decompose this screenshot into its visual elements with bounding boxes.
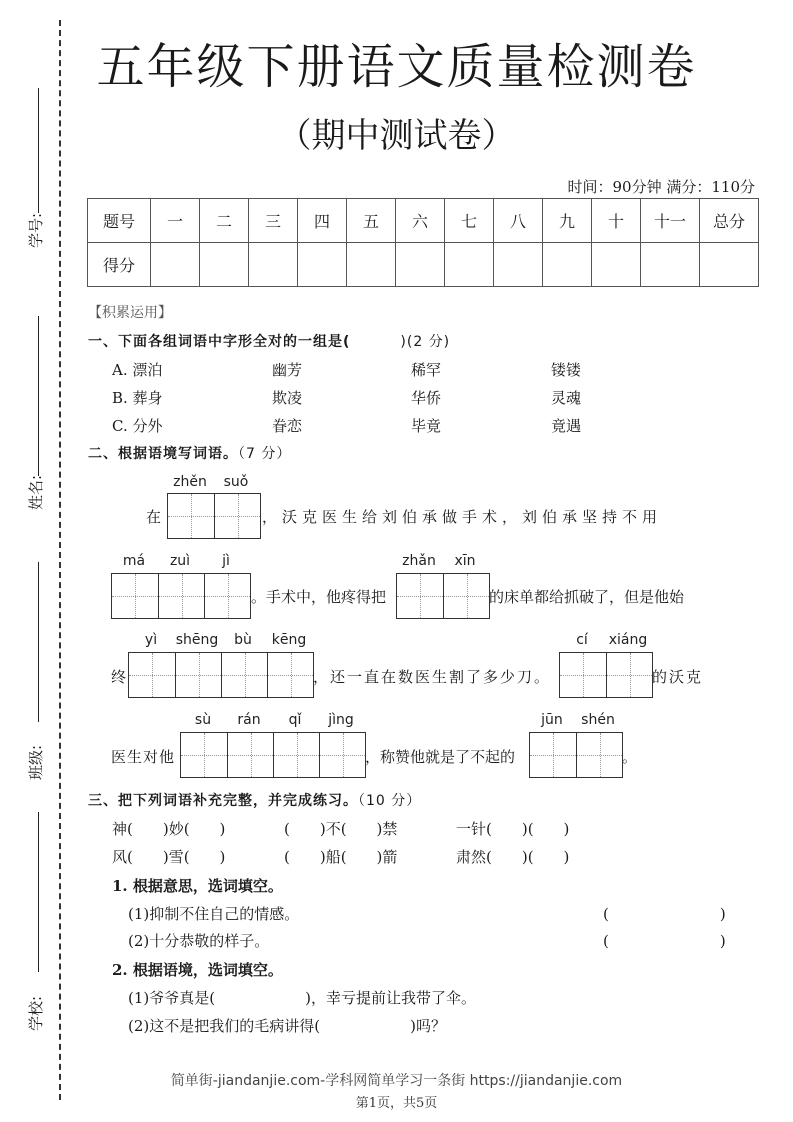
q2-line4-prefix: 医生对他 [111,748,176,766]
q3-sub1-title-text: 1. 根据意思，选词填空。 [112,877,283,895]
q1-heading [88,331,450,351]
q2-line1-text: ，沃克医生给刘伯承做手术，刘伯承坚持不用 [262,508,663,526]
tianzige-mazuiji[interactable] [111,573,251,619]
score-cell[interactable] [592,243,641,287]
binding-cut-line [59,20,61,1100]
option-label: B. 葬身 [112,389,163,407]
pinyin: shén [581,712,615,728]
pinyin: xiáng [608,632,648,648]
q3-heading-text: 三、把下列词语补充完整，并完成练习。 [88,793,358,809]
q3-sub1-title [112,875,283,896]
tianzige-suranqijing[interactable] [180,732,366,778]
score-cell[interactable] [298,243,347,287]
option-word: 华侨 [411,389,442,407]
idiom-blank-chuanjian[interactable]: ( )船( )箭 [284,848,398,866]
pinyin: bù [234,632,252,648]
q2-line3-text: ，还一直在数医生割了多少刀。 [313,668,552,686]
col-header: 七 [445,199,494,243]
option-word: 竟遇 [551,417,582,435]
q3-sub2-item2[interactable]: (2)这不是把我们的毛病讲得( )吗？ [128,1017,446,1035]
option-label: C. 分外 [112,417,163,435]
total-score-cell[interactable] [700,243,759,287]
score-cell[interactable] [543,243,592,287]
q3-sub1-item2: (2)十分恭敬的样子。 [128,932,270,950]
pinyin: kēng [271,632,307,648]
class-underline[interactable] [38,562,39,722]
score-cell[interactable] [200,243,249,287]
option-word: 灵魂 [551,389,582,407]
pinyin: má [122,553,146,569]
option-word: 镂镂 [551,361,582,379]
tianzige-junshen[interactable] [529,732,623,778]
pinyin: suǒ [223,474,249,490]
q2-line1-prefix: 在 [146,508,162,526]
score-cell[interactable] [249,243,298,287]
q3-sub2-title-text: 2. 根据语境，选词填空。 [112,961,283,979]
q2-line2-text: 。手术中，他疼得把 [251,588,387,606]
idiom-blank-suran[interactable]: 肃然( )( ) [456,848,570,866]
col-header: 六 [396,199,445,243]
tianzige-zhanxin[interactable] [396,573,490,619]
score-cell[interactable] [396,243,445,287]
q1-heading-text: 一、下面各组词语中字形全对的一组是( [88,334,351,350]
student-id-label: 学号: [27,212,46,249]
watermark-footer: 简单街-jiandanjie.com-学科网简单学习一条街 https://jiandanjie.com [170,1073,623,1089]
q3-sub2-title [112,959,283,980]
score-cell[interactable] [445,243,494,287]
col-header: 总分 [700,199,759,243]
q3-sub1-item1-blank[interactable]: ( ) [603,905,732,923]
option-word: 毕竟 [411,417,442,435]
pinyin: zuì [169,553,191,569]
score-cell[interactable] [641,243,700,287]
idiom-blank-fengxue[interactable]: 风( )雪( ) [112,848,226,866]
q3-heading [88,790,421,810]
pinyin: zhěn [173,474,207,490]
q2-line4-text-end: 。 [622,748,638,766]
q2-line3-text-end: 的沃克 [652,668,704,686]
section-tag: 【积累运用】 [88,305,172,321]
q2-points: （7 分） [238,446,292,462]
pinyin: cí [576,632,588,648]
pinyin: yì [144,632,158,648]
col-header: 十一 [641,199,700,243]
option-word: 幽芳 [272,361,303,379]
tianzige-zhensuo[interactable] [167,493,261,539]
pinyin: jūn [541,712,563,728]
col-header: 二 [200,199,249,243]
q3-points: （10 分） [358,793,422,809]
col-header: 五 [347,199,396,243]
col-header: 四 [298,199,347,243]
q2-line2-text-end: 的床单都给抓破了，但是他始 [489,588,685,606]
score-cell[interactable] [151,243,200,287]
student-name-underline[interactable] [38,316,39,476]
pinyin: jì [222,553,230,569]
q1-points: )(2 分) [400,334,451,350]
page-number: 第1页，共5页 [355,1096,438,1111]
col-header: 三 [249,199,298,243]
q3-sub1-item2-blank[interactable]: ( ) [603,932,732,950]
class-label: 班级: [27,744,46,781]
pinyin: shēng [175,632,219,648]
idiom-blank-yizhen[interactable]: 一针( )( ) [456,820,570,838]
option-label: A. 漂泊 [112,361,163,379]
pinyin: jìng [328,712,354,728]
exam-title: 五年级下册语文质量检测卷 [96,39,697,95]
col-header: 九 [543,199,592,243]
idiom-blank-shenmiao[interactable]: 神( )妙( ) [112,820,226,838]
idiom-blank-bujin[interactable]: ( )不( )禁 [284,820,398,838]
col-header: 八 [494,199,543,243]
score-table [87,198,759,287]
row-label: 题号 [88,199,151,243]
option-word: 稀罕 [411,361,442,379]
col-header: 十 [592,199,641,243]
time-and-score-info: 时间：90分钟 满分：110分 [567,178,755,196]
pinyin: sù [194,712,212,728]
row-label: 得分 [88,243,151,287]
q2-heading [88,443,291,463]
option-word: 眷恋 [272,417,303,435]
pinyin: zhǎn [402,553,436,569]
score-row [88,243,759,287]
pinyin: rán [237,712,261,728]
q2-line4-text: ，称赞他就是了不起的 [365,748,516,766]
option-word: 欺凌 [272,389,303,407]
col-header: 一 [151,199,200,243]
question-number-row [88,199,759,243]
q3-sub2-item1[interactable]: (1)爷爷真是( )，幸亏提前让我带了伞。 [128,989,476,1007]
q2-heading-text: 二、根据语境写词语。 [88,446,238,462]
student-name-label: 姓名: [27,474,46,511]
score-cell[interactable] [347,243,396,287]
q2-line3-prefix: 终 [111,668,127,686]
tianzige-yishengbukeng[interactable] [128,652,314,698]
pinyin: qǐ [288,712,302,728]
score-cell[interactable] [494,243,543,287]
q3-sub1-item1: (1)抑制不住自己的情感。 [128,905,300,923]
pinyin: xīn [454,553,476,569]
tianzige-cixiang[interactable] [559,652,653,698]
exam-subtitle: （期中测试卷） [277,116,516,156]
school-underline[interactable] [38,812,39,972]
school-label: 学校: [27,995,46,1032]
